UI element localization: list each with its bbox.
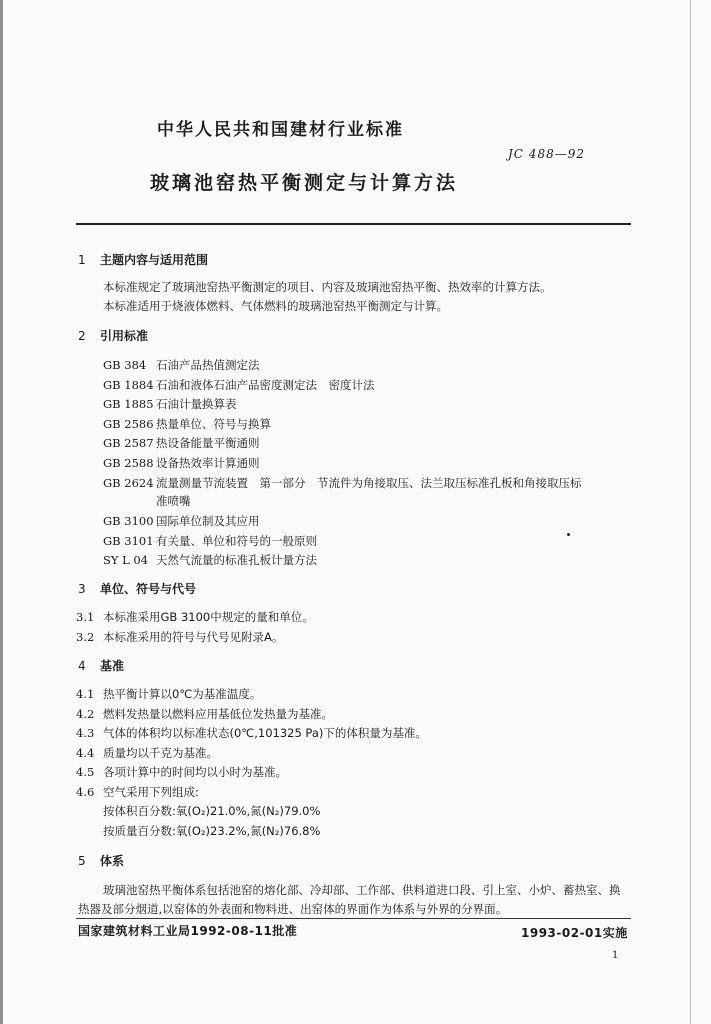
clause-text: 质量均以千克为基准。 [103, 746, 218, 760]
reference-title: 热设备能量平衡通则 [156, 436, 260, 450]
reference-item [103, 377, 375, 393]
reference-code: GB 2587 [103, 436, 154, 450]
reference-title: 有关量、单位和符号的一般原则 [156, 534, 317, 548]
clause-text: 本标准采用的符号与代号见附录A。 [103, 630, 284, 644]
reference-item [103, 533, 317, 549]
section-title: 体系 [100, 854, 125, 868]
reference-title: 石油计量换算表 [156, 397, 237, 411]
reference-title: 石油产品热值测定法 [156, 358, 260, 372]
reference-title: 天然气流量的标准孔板计量方法 [156, 553, 317, 567]
clause-number: 3.1 [76, 610, 95, 624]
paragraph: 玻璃池窑热平衡体系包括池窑的熔化部、冷却部、工作部、供料道进口段、引上室、小炉、蓄热室、换 [103, 883, 621, 897]
air-composition-by-mass: 按质量百分数:氧(O₂)23.2%,氮(N₂)76.8% [103, 824, 321, 838]
section-title: 引用标准 [100, 329, 149, 343]
clause-number: 4.6 [76, 785, 95, 799]
section-number: 2 [78, 329, 86, 343]
section-4-heading [78, 657, 124, 674]
scan-speck [567, 533, 570, 536]
paragraph: 本标准规定了玻璃池窑热平衡测定的项目、内容及玻璃池窑热平衡、热效率的计算方法。 [103, 280, 552, 294]
approval-line: 国家建筑材料工业局1992-08-11批准 [78, 924, 298, 938]
clause [76, 609, 314, 625]
reference-code: GB 1884 [103, 378, 154, 392]
reference-title: 石油和液体石油产品密度测定法 密度计法 [156, 378, 375, 392]
clause [76, 764, 287, 780]
clause-text: 气体的体积均以标准状态(0℃,101325 Pa)下的体积量为基准。 [103, 726, 427, 740]
clause-text: 各项计算中的时间均以小时为基准。 [103, 765, 287, 779]
reference-item [103, 552, 317, 568]
clause-text: 热平衡计算以0℃为基准温度。 [103, 687, 262, 701]
reference-item [103, 475, 582, 491]
clause [76, 784, 199, 800]
clause [76, 686, 261, 702]
clause-number: 3.2 [76, 630, 95, 644]
industry-standard-heading: 中华人民共和国建材行业标准 [157, 120, 404, 140]
section-1-heading [78, 251, 208, 268]
paragraph: 本标准适用于烧液体燃料、气体燃料的玻璃池窑热平衡测定与计算。 [103, 299, 448, 313]
reference-item [103, 513, 260, 529]
document-title: 玻璃池窑热平衡测定与计算方法 [150, 172, 459, 194]
reference-title: 国际单位制及其应用 [156, 514, 260, 528]
clause-text: 空气采用下列组成: [103, 785, 199, 799]
section-5-heading [78, 852, 124, 869]
reference-title-continued: 准喷嘴 [156, 494, 191, 508]
reference-title: 流量测量节流装置 第一部分 节流件为角接取压、法兰取压标准孔板和角接取压标 [156, 476, 582, 490]
clause [76, 725, 427, 741]
clause [76, 745, 218, 761]
clause-number: 4.3 [76, 726, 95, 740]
page-number: 1 [612, 950, 619, 961]
clause-number: 4.5 [76, 765, 95, 779]
section-title: 单位、符号与代号 [100, 582, 197, 596]
clause-text: 燃料发热量以燃料应用基低位发热量为基准。 [103, 707, 333, 721]
paragraph-continued: 热器及部分烟道,以窑体的外表面和物料进、出窑体的界面作为体系与外界的分界面。 [78, 902, 508, 916]
clause-text: 本标准采用GB 3100中规定的量和单位。 [103, 610, 314, 624]
reference-item [103, 416, 271, 432]
implementation-date: 1993-02-01实施 [521, 926, 628, 940]
reference-code: GB 1885 [103, 397, 154, 411]
section-number: 5 [78, 854, 86, 868]
section-2-heading [78, 327, 148, 344]
reference-code: GB 2588 [103, 456, 154, 470]
section-3-heading [78, 580, 196, 597]
reference-code: GB 2586 [103, 417, 154, 431]
reference-title: 热量单位、符号与换算 [156, 417, 271, 431]
clause-number: 4.4 [76, 746, 95, 760]
reference-title: 设备热效率计算通则 [156, 456, 260, 470]
reference-item [103, 435, 260, 451]
scan-right-edge [690, 0, 691, 1024]
clause-number: 4.1 [76, 687, 95, 701]
reference-code: GB 3100 [103, 514, 154, 528]
section-title: 主题内容与适用范围 [100, 253, 209, 267]
air-composition-by-volume: 按体积百分数:氧(O₂)21.0%,氮(N₂)79.0% [103, 804, 321, 818]
reference-item [103, 455, 260, 471]
reference-code: GB 2624 [103, 476, 154, 490]
reference-code: GB 3101 [103, 534, 154, 548]
footer-rule [76, 918, 631, 919]
reference-code: GB 384 [103, 358, 147, 372]
clause-number: 4.2 [76, 707, 95, 721]
reference-code: SY L 04 [103, 553, 149, 567]
standard-number: JC 488—92 [508, 147, 585, 161]
reference-item [103, 357, 260, 373]
scan-left-edge [0, 0, 3, 1024]
section-number: 3 [78, 582, 86, 596]
clause [76, 706, 333, 722]
section-number: 4 [78, 659, 86, 673]
section-number: 1 [78, 253, 86, 267]
header-rule [76, 223, 631, 225]
reference-item [103, 396, 237, 412]
section-title: 基准 [100, 659, 125, 673]
clause [76, 629, 283, 645]
